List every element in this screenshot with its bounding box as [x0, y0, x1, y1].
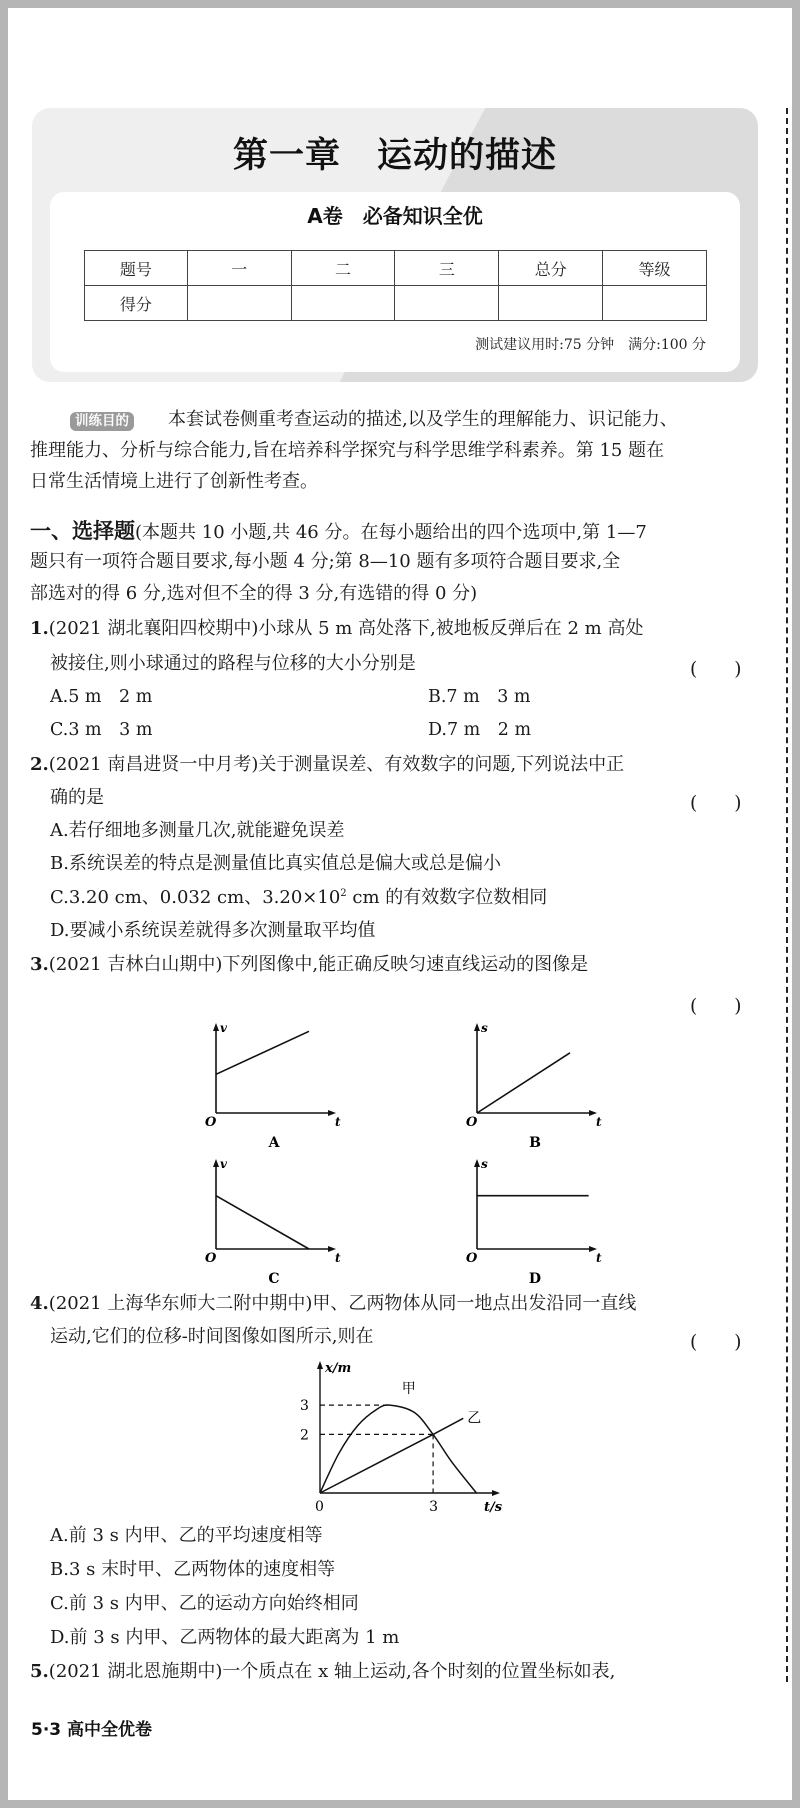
series-label: 乙 — [467, 1410, 482, 1427]
option-c-text: C.3.20 cm、0.032 cm、3.20×10 — [50, 887, 341, 908]
purpose-line: 推理能力、分析与综合能力,旨在培养科学探究与科学思维学科素养。第 15 题在 — [30, 440, 665, 461]
graph-D — [466, 1157, 602, 1287]
question-number: 3. — [30, 954, 49, 975]
score-table-cell: 等级 — [603, 251, 707, 286]
answer-blank[interactable]: ( ) — [690, 996, 742, 1017]
section-title: 一、选择题 — [30, 519, 135, 543]
y-tick-label: 3 — [300, 1398, 309, 1415]
y-axis-label: x/m — [325, 1361, 352, 1376]
footer-brand: 5·3 高中全优卷 — [31, 1720, 153, 1740]
answer-blank[interactable]: ( ) — [690, 659, 742, 680]
question-number: 1. — [30, 618, 49, 639]
score-table-cell: 一 — [187, 251, 291, 286]
y-axis-label: s — [481, 1157, 488, 1171]
series-line — [216, 1031, 309, 1074]
answer-blank[interactable]: ( ) — [690, 1332, 742, 1353]
option-b[interactable]: B.系统误差的特点是测量值比真实值总是偏大或总是偏小 — [50, 853, 501, 874]
x-axis-label: t — [596, 1115, 602, 1129]
question-text: (2021 吉林白山期中)下列图像中,能正确反映匀速直线运动的图像是 — [48, 954, 589, 975]
option-c[interactable]: C.3 m 3 m — [50, 720, 153, 740]
score-table-cell: 二 — [291, 251, 395, 286]
graph-caption: B — [529, 1135, 541, 1151]
option-d[interactable]: D.要减小系统误差就得多次测量取平均值 — [50, 920, 376, 941]
option-b[interactable]: B.7 m 3 m — [428, 687, 531, 707]
graph-B — [466, 1021, 602, 1151]
option-c-tail: cm 的有效数字位数相同 — [346, 887, 548, 908]
question-text: 运动,它们的位移-时间图像如图所示,则在 — [50, 1326, 374, 1347]
y-axis-arrow-icon — [474, 1159, 480, 1167]
score-table-cell: 得分 — [85, 286, 188, 321]
purpose-line: 本套试卷侧重考查运动的描述,以及学生的理解能力、识记能力、 — [168, 409, 678, 430]
x-axis-label: t — [335, 1251, 341, 1265]
option-a[interactable]: A.5 m 2 m — [50, 687, 153, 707]
question-text: (2021 南昌进贤一中月考)关于测量误差、有效数字的问题,下列说法中正 — [48, 754, 625, 775]
graph-caption: C — [268, 1271, 280, 1287]
y-axis-arrow-icon — [474, 1023, 480, 1031]
x-axis-label: t — [596, 1251, 602, 1265]
y-tick-label: 2 — [300, 1427, 309, 1444]
graph-caption: D — [528, 1271, 542, 1287]
question-text: (2021 上海华东师大二附中期中)甲、乙两物体从同一地点出发沿同一直线 — [48, 1293, 637, 1314]
option-c[interactable]: C.前 3 s 内甲、乙的运动方向始终相同 — [50, 1593, 359, 1614]
option-a[interactable]: A.前 3 s 内甲、乙的平均速度相等 — [50, 1525, 323, 1546]
origin-label: O — [205, 1115, 217, 1130]
x-axis-label: t — [335, 1115, 341, 1129]
series-line — [216, 1196, 309, 1249]
series-label: 甲 — [401, 1381, 416, 1398]
graph-caption: A — [268, 1135, 280, 1151]
question-number: 5. — [30, 1661, 49, 1682]
section-desc: 题只有一项符合题目要求,每小题 4 分;第 8—10 题有多项符合题目要求,全 — [30, 551, 621, 572]
question-number: 4. — [30, 1293, 49, 1314]
question-text: (2021 湖北襄阳四校期中)小球从 5 m 高处落下,被地板反弹后在 2 m 高处 — [48, 618, 644, 639]
origin-label: 0 — [315, 1499, 324, 1515]
question-5 — [30, 1663, 615, 1681]
y-axis-label: v — [220, 1157, 227, 1171]
answer-blank[interactable]: ( ) — [690, 793, 742, 814]
y-axis-arrow-icon — [213, 1023, 219, 1031]
xt-graph — [300, 1361, 503, 1515]
series-line — [477, 1053, 570, 1113]
question-4 — [30, 1295, 636, 1313]
graph-A — [205, 1021, 341, 1151]
purpose-line: 日常生活情境上进行了创新性考查。 — [30, 471, 318, 492]
x-tick-label: 3 — [429, 1499, 439, 1515]
question-number: 2. — [30, 754, 49, 775]
y-axis-label: s — [481, 1021, 488, 1035]
y-axis-arrow-icon — [317, 1361, 323, 1369]
y-axis-arrow-icon — [213, 1159, 219, 1167]
score-table-cell: 题号 — [85, 251, 188, 286]
exponent: 2 — [340, 888, 347, 899]
question-text: 确的是 — [50, 787, 104, 808]
option-a[interactable]: A.若仔细地多测量几次,就能避免误差 — [50, 820, 345, 841]
score-table-cell: 三 — [395, 251, 499, 286]
section-desc: 部选对的得 6 分,选对但不全的得 3 分,有选错的得 0 分) — [30, 583, 478, 604]
section-desc: (本题共 10 小题,共 46 分。在每小题给出的四个选项中,第 1—7 — [135, 522, 647, 543]
x-axis-arrow-icon — [492, 1490, 500, 1496]
option-d[interactable]: D.前 3 s 内甲、乙两物体的最大距离为 1 m — [50, 1627, 400, 1648]
option-b[interactable]: B.3 s 末时甲、乙两物体的速度相等 — [50, 1559, 336, 1580]
x-axis-label: t/s — [484, 1500, 503, 1515]
series-jia — [320, 1405, 476, 1493]
paper-title: A卷 必备知识全优 — [307, 204, 483, 228]
purpose-badge: 训练目的 — [70, 412, 134, 431]
graph-C — [205, 1157, 341, 1287]
score-table-cell: 总分 — [499, 251, 603, 286]
origin-label: O — [466, 1115, 478, 1130]
option-d[interactable]: D.7 m 2 m — [428, 720, 532, 740]
test-meta: 测试建议用时:75 分钟 满分:100 分 — [475, 337, 706, 353]
y-axis-label: v — [220, 1021, 227, 1035]
chapter-title: 第一章 运动的描述 — [232, 135, 557, 176]
origin-label: O — [466, 1251, 478, 1266]
question-text: (2021 湖北恩施期中)一个质点在 x 轴上运动,各个时刻的位置坐标如表, — [48, 1661, 616, 1682]
question-text: 被接住,则小球通过的路程与位移的大小分别是 — [50, 653, 416, 674]
series-yi — [320, 1418, 463, 1493]
origin-label: O — [205, 1251, 217, 1266]
